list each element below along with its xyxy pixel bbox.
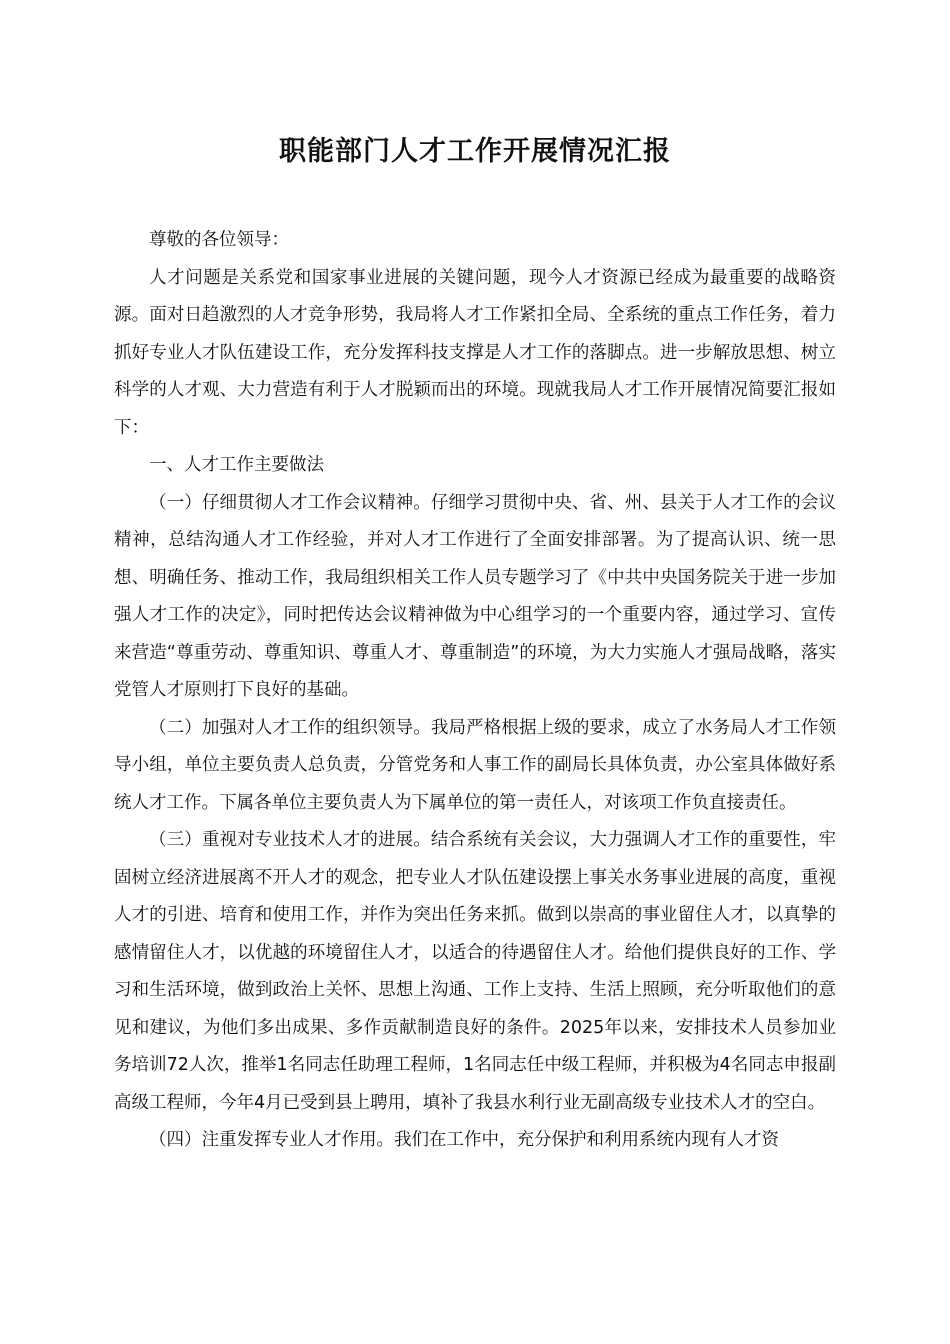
paragraph-item-3: （三）重视对专业技术人才的进展。结合系统有关会议，大力强调人才工作的重要性，牢固树立经济进展离不开人才的观念，把专业人才队伍建设摆上事关水务事业进展的高度，重视人才的引进、培育和使用工作，并作为突出任务来抓。做到以崇高的事业留住人才，以真挚的感情留住人才，以优越的环境留住人才，以适合的待遇留住人才。给他们提供良好的工作、学习和生活环境，做到政治上关怀、思想上沟通、工作上支持、生活上照顾，充分听取他们的意见和建议，为他们多出成果、多作贡献制造良好的条件。2025年以来，安排技术人员参加业务培训72人次，推举1名同志任助理工程师，1名同志任中级工程师，并积极为4名同志申报副高级工程师，今年4月已受到县上聘用，填补了我县水利行业无副高级专业技术人才的空白。 bbox=[114, 830, 836, 1113]
section-heading: 一、人才工作主要做法 bbox=[149, 455, 324, 475]
paragraph-item-2: （二）加强对人才工作的组织领导。我局严格根据上级的要求，成立了水务局人才工作领导小组，单位主要负责人总负责，分管党务和人事工作的副局长具体负责，办公室具体做好系统人才工作。下属各单位主要负责人为下属单位的第一责任人，对该项工作负直接责任。 bbox=[114, 717, 836, 813]
document-title: 职能部门人才工作开展情况汇报 bbox=[279, 136, 671, 167]
paragraph-item-1: （一）仔细贯彻人才工作会议精神。仔细学习贯彻中央、省、州、县关于人才工作的会议精神，总结沟通人才工作经验，并对人才工作进行了全面安排部署。为了提高认识、统一思想、明确任务、推动工作，我局组织相关工作人员专题学习了《中共中央国务院关于进一步加强人才工作的决定》，同时把传达会议精神做为中心组学习的一个重要内容，通过学习、宣传来营造“尊重劳动、尊重知识、尊重人才、尊重制造”的环境，为大力实施人才强局战略，落实党管人才原则打下良好的基础。 bbox=[114, 492, 836, 700]
paragraph-item-4: （四）注重发挥专业人才作用。我们在工作中，充分保护和利用系统内现有人才资 bbox=[149, 1130, 779, 1150]
intro-paragraph: 人才问题是关系党和国家事业进展的关键问题，现今人才资源已经成为最重要的战略资源。面对日趋激烈的人才竞争形势，我局将人才工作紧扣全局、全系统的重点工作任务，着力抓好专业人才队伍建设工作，充分发挥科技支撑是人才工作的落脚点。进一步解放思想、树立科学的人才观、大力营造有利于人才脱颖而出的环境。现就我局人才工作开展情况简要汇报如下： bbox=[114, 267, 836, 438]
salutation: 尊敬的各位领导： bbox=[149, 230, 289, 250]
document-body bbox=[114, 222, 836, 1160]
